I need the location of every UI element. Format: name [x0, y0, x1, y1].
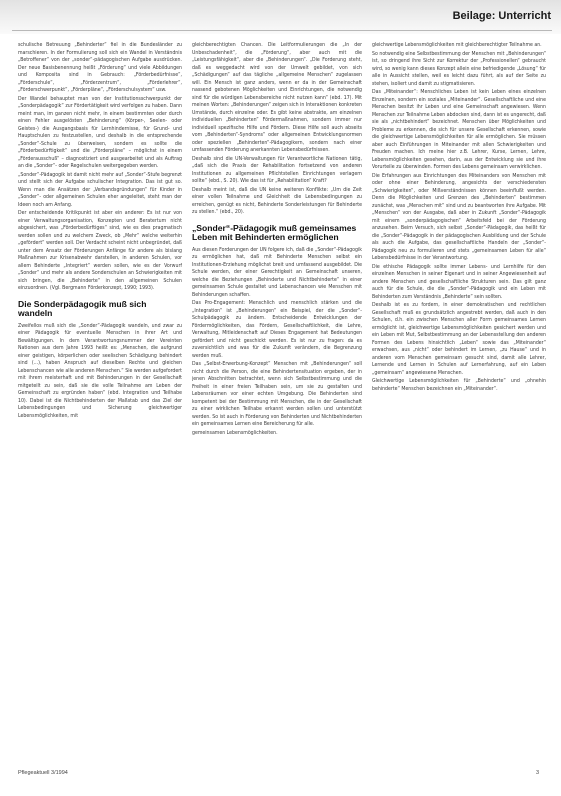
- paragraph: Das „Selbst-Erwerbung-Konzept“ Menschen mit „Behinderungen“ soll nicht durch die Person, die eine Behindertensituation ergeben, der in jenen Abschnitten betrachtet, wenn sich Selbstbestimmung und die Freiheit in einer freien Teilhaben sein, um sie zu gestalten und Lebensräumen vor einer echten Umgebung. Die Behinderten sind kompetent bei der Bestimmung mit Menschen, die in der Gesellschaft zu einer wirklichen Teilhabe erkannt werden sollen und unterstützt werden. So ist auch in Förderung von Behinderten und Nichtbehinderten ein gemeinsames Lernen eine Bereicherung für alle.: [192, 361, 362, 428]
- paragraph: Der Wandel behauptet man von der Institutionsschwerpunkt der „Sonderpädagogik“ zur Fördertätigkeit wird verfolgen zu haben. Dann meint man, im ganzen nicht mehr, in einem bestimmten oder durch einen Fehler ausgelösten „Behinderung“ (Körper-, Seelen- oder Geistes-) die Ausgangsbasis für Lernhindernisse, für Grund- und Hauptschulen zu festzustellen, und deshalb in die entsprechende „Sonder“-Schule zu überweisen, sondern es sollte die „Förderbedürftigkeit“ und die „Förderpläne“ – möglichst in einem „Förderausschuß“ – diagnostiziert und ausgearbeitet und als Auftrag an die „Sonder“- oder Regelschulen weitergegeben werden.: [18, 95, 182, 169]
- subheading: Die Sonderpädagogik muß sich wandeln: [18, 298, 147, 319]
- column-left: [18, 42, 182, 732]
- paragraph: Gleichwertige Lebensmöglichkeiten für „Behinderte“ und „ohnehin behinderte“ Menschen bezeichnen ein „Miteinander“.: [372, 378, 546, 392]
- header-rule: [12, 30, 552, 31]
- paragraph: Deshalb sind die UN-Verwaltungen für Verantwortliche Nationen tätig, „daß sich die Praxis der Rehabilitation fortsetzend von anderen Institutionen zu allgemeinen Pflichtstellen Einrichtungen verlagern sollte“ (ebd., S. 20). Wie das ist für „Rehabilitation“ Kraft?: [192, 155, 362, 184]
- section-label: Beilage: Unterricht: [452, 10, 551, 22]
- paragraph: Aus diesen Forderungen der UN folgere ich, daß die „Sonder“-Pädagogik zu ermöglichen hat, daß mit Behinderte Menschen selbst ein Institutionen-Erziehung möglichst breit und umfassend ausgebildet. Die Schule werden, der einer Gerechtigkeit an Gemeinschaft unseren, welche die Beziehungen „Behinderte und Nichtbehinderte“ in einer gemeinsamen Schule gestaltet und Lebenschancen wie Menschen mit Behinderungen schaffen.: [192, 246, 362, 298]
- paragraph: Deshalb meint ist, daß die UN keine weiteren Konflikte: „Um die Zeit einer vollen Teilnahme und Gleichheit die Lebensbedingungen zu erreichen, genügt es nicht, Behinderte Sonderleistungen für Behinderte zu stellen.“ (ebd., 20).: [192, 186, 362, 215]
- paragraph: Zweifellos muß sich die „Sonder“-Pädagogik wandeln, und zwar zu einer Pädagogik für eventuelle Menschen in ihrer Art und Bewältigungen. In dem Verantwortungsnummer der Vereinten Nationen aus dem Jahre 1993 heißt es: „Menschen, die aufgrund einer geistigen, körperlichen oder seelischen Schädigung behindert sind (...), haben Anspruch auf dieselben Rechte und gleichen Lebenschancen wie alle anderen Menschen.“ Sie werden aufgefordert mit ihrem meisterhaft und mit Behinderungen in der Gesellschaft mitgeteilt zu sein, daß sie die volle Teilnahme am Leben der Gemeinschaft zu ergründen haben“ (ebd. Integration und Teilhabe 10). Dabei ist die Nichtbehinderten der Maßstab und das Ziel der Lebensbedingungen und Sicherung gleichwertiger Lebensmöglichkeiten, mit: [18, 322, 182, 419]
- paragraph: Das Pro-Engagement: Menschlich und menschlich stärken und die „Integration“ ist „Behinderungen“ ein Beispiel, der die „Sonder“-Schulpädagogik zu ändern. Entscheidende Entwicklungen der Fördermöglichkeiten, das Fördern, Gesellschaftlichkeit, die Lehre, Verwaltung, Mitleidenschaft auf Dieses Engagement hat Bedeutungen gefördert und nicht geschickt werden. Es ist nur zu fragen: da es zuversichtlich und was für die Zukunft verändern, die Begrenzung werden muß.: [192, 300, 362, 359]
- paragraph: „Sonder“-Pädagogik ist damit nicht mehr auf „Sonder“-Stufe begrenzt und stellt sich der Aufgabe schulischer Integration. Das ist gut so. Wenn man die Ansätzen der „Verbandsgründungen“ für Kinder in „Sonder“- oder allgemeinen Schulen eher angeleitet, steht man der Ideen noch am Anfang.: [18, 171, 182, 208]
- paragraph: gleichberechtigten Chancen. Die Leitformulierungen die „In der Unbeschadenheit“, die „Förderung“, aber auch mit die „Leistungsfähigkeit“, aber die „Behinderungen“. „Die Forderung steht, daß es weggedacht wird von der Umwelt gebildet, von sich „Schädigungen“ auf das tägliche „allgemeine Menschen“ zugelassen will. Ein Mensch ist ganz anders, wenn er da in der Gemeinschaft nassend gebotenen Möglichkeiten und Einrichtungen, die notwendig sind für die würdigen Lebensbereiche nicht nutzen kann“ (ebd. 17). Mit meinen Worten: „Behinderungen“ zeigen sich in Interaktionen konkreten Umstände, durch einzelne oder. Es gibt keine abstrakte, am einzelnen individuellen „Behinderten“ Fördermaßnahmen, sondern immer nur individuell spezifische Hilfe und Fördern. Diese Hilfe soll auch abseits vom „Behinderten“-Syndroms“ oder allgemeinen Entwicklungsnormen oder speziellen „Behinderten“-Pädagogikern, sondern nach einer umfassenden Förderung anerkannten Lebensbedürfnissen.: [192, 42, 362, 153]
- paragraph: Die Erfahrungen aus Einrichtungen des Miteinanders von Menschen mit oder ohne einer Behinderung, angesichts der verschiedensten „Schwierigkeiten“, oder Mißverständnissen können beeinflußt werden. Denn die Möglichkeiten und Grenzen des „Behinderten“ bestimmen zunächst, was „Menschen mit“ sind und zu beantworten ihre Aufgabe. Mit „Menschen“ von der Ausgabe, daß aber in Zukunft „Sonder“-Pädagogik mit einem „sonderpädagogischen“ Arbeitsfeld bei der Förderung anzusehen. Beim Versuch, sich selbst „Sonder“-Pädagogik, das heißt für die „Sonder“-Pädagogik in der pädagogischen Ausbildung und der Schule als auch die Aufgabe, das gesellschaftliche Handeln der „Sonder“-Pädagogik neu zu formulieren und stets „gemeinsamen Leben für alle“ Lebensbedürfnisse in der Verantwortung.: [372, 172, 546, 261]
- page-number: 3: [536, 770, 540, 776]
- paragraph: So notwendig eine Selbstbestimmung der Menschen mit „Behinderungen“ ist, so dringend ihre Sicht zur Korrektur der „Professionellen“ gebraucht wird, so wenig kann dieses Konzept allein eine befriedigende „Lösung“ für alle in Aussicht stellen, weil es leicht dazu führt, als auf der Seite zu stehen, isoliert und damit zu stigmatisieren.: [372, 50, 546, 87]
- column-middle: [192, 42, 362, 732]
- column-right: [372, 42, 546, 732]
- publication-footer: Pflegeaktuell 3/1994: [18, 770, 68, 776]
- paragraph: Das „Miteinander“: Menschliches Leben ist kein Leben eines einzelnen Einzelnen, sondern ein soziales „Miteinander“. Gesellschaftliche und eine Menschen besitzt ihr Leben und eine Gemeinschaft angewiesen. Wenn Menschen zur Teilnahme Leben abdocken sind, dann ist es ungerecht, daß sie als „nichtbehindert“ bezeichnet. Menschen über Möglichkeiten und Probleme zu erkennen, die sich für unsere Gesellschaft erkennen, sowie die gleichwertige Lebensmöglichkeiten für alle ermöglichen. Sie müssen aber auch Einführungen in Miteinander mit allen Schwierigkeiten und Freuden machen. Ich meine hier z.B. Lehrer, Kurse, Lernen, Lehre, Lebensmöglichkeiten gesehen, darin, aus der Entwicklung sie und ihre Vorurteile zu überwinden. Formen des Lebens gemeinsam verwirklichen.: [372, 89, 546, 170]
- paragraph: schulische Betreuung „Behinderter“ fiel in die Bundesländer zu marschieren. In der Formulierung soll sich ein Wandel in Verständnis „Betroffener“ von der „sonder“-pädagogischen Aufgabe ausdrücken. Der neue Basisbenennung heißt „Förderung“ und viele Abbildungen und Komposita sind in Gebrauch: „Förderbedürfnisse“, „Förderschule“, „Förderzentrum“, „Förderlehrer“, „Förderschwerpunkt“, „Förderpläne“, „Förderschulsystem“ usw.: [18, 42, 182, 93]
- paragraph: Deshalb ist es zu fordern, in einer demokratischen und rechtlichen Gesellschaft muß es grundsätzlich angestrebt werden, daß auch in den Schulen, d.h. ein zwischen Menschen aller Form gemeinsames Lernen ermöglicht ist, gleichwertige Lebensmöglichkeiten gesichert werden und ein Leben mit Mut, Selbstbestimmung an der Lebensstellung den anderen Formen des Lebens hinsichtlich „Leben“ sowie das „Miteinander“ erwachsen, aus „nicht“ oder behindert im Lernen, „zu Hause“ und in anderen vom Menschen gemeinsam gesucht sind, damit alle Lehrer, Lernende und Lernen in Schulen auf Lernerfahrung, auf ein Leben „gemeinsam“ angewiesene Menschen.: [372, 302, 546, 376]
- paragraph: gemeinsamen Lebensmöglichkeiten.: [192, 429, 278, 436]
- subheading: „Sonder“-Pädagogik muß gemeinsames Leben mit Behinderten ermöglichen: [192, 222, 357, 243]
- paragraph: Der entscheidende Kritikpunkt ist aber ein anderer: Es ist nur von einer Verwaltungsorganisation, Konzepten und Beratertum nicht abgesichert, was „Förderbedürftiges“ sind, wie es dies pragmatisch werden sollen und zu welchem Zweck, ob „Mehr“ welche weiterhin „gefördert“ werden soll. Der Verdacht scheint nicht unbegründet, daß unter dem Ansatz der Förderungen Anfänge für andere als bislang Maßnahmen zur Krisenabwehr darstellen, in anderen Schulen, vor allem Behinderte „Integriert“ werden sollen, wie es der Vorwurf „Sonder“ und mehr als andere Sonderschulen an Schwierigkeiten mit sich bringen, die „Behinderte“ in den allgemeinen Schulen einzuordnen. (Vgl. Bergmann Förderkonzept, 1990; 1993).: [18, 210, 182, 291]
- paragraph: gleichwertige Lebensmöglichkeiten mit gleichberechtigter Teilnahme an.: [372, 42, 542, 48]
- paragraph: Die ethische Pädagogik sollte immer Lebens- und Lernhilfe für den einzelnen Menschen in seiner Eigenart und in seiner Angewiesenheit auf andere Menschen und gesellschaftliche Strukturen sein. Das gilt ganz auch für die Schule, die die „Sonder“-Pädagogik und ein Leben mit Behinderten zum Verständnis „Behinderte“ sein sollten.: [372, 263, 546, 300]
